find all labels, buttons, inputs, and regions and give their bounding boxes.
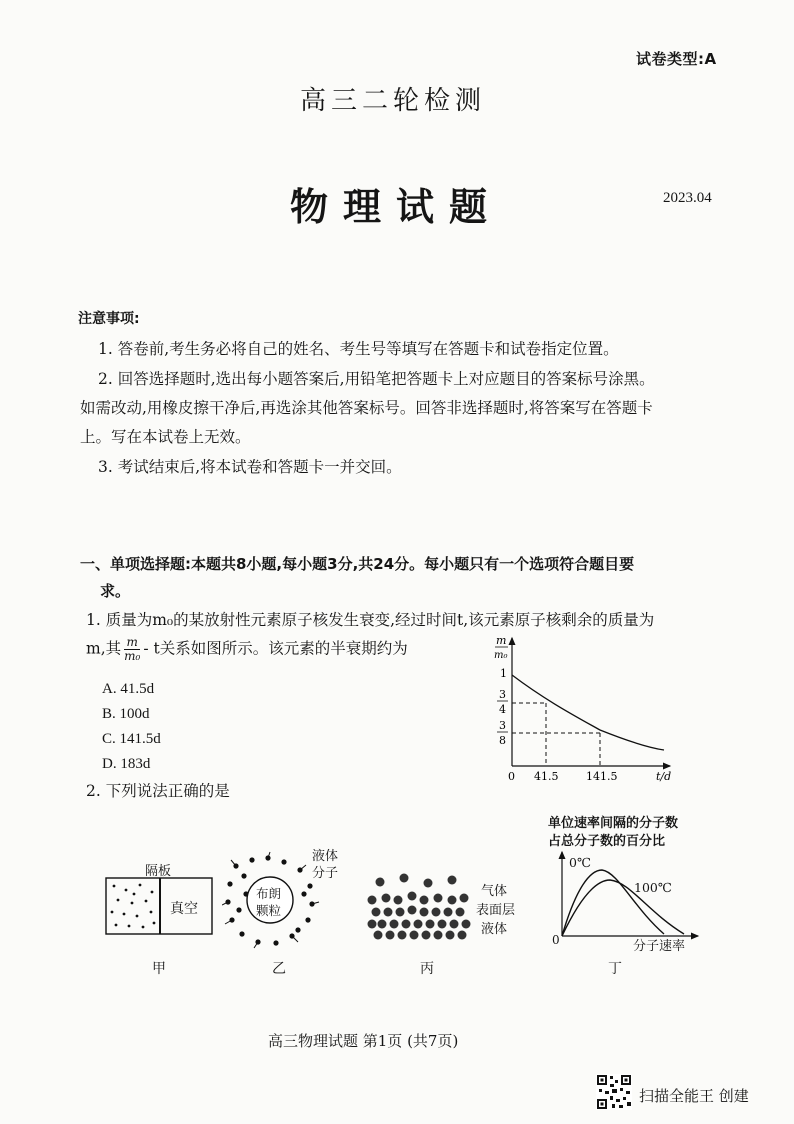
fraction-numerator: m	[124, 636, 140, 650]
ytick-3b: 3	[499, 719, 506, 732]
option-b: B. 100d	[102, 706, 150, 722]
decay-graph	[470, 630, 680, 785]
label-100c: 100℃	[634, 880, 672, 895]
gas-label: 气体	[481, 884, 508, 899]
notice-item-2-end: 上。写在本试卷上无效。	[80, 428, 251, 446]
xtick-0: 0	[508, 770, 515, 783]
brownian-label-1: 布朗	[256, 886, 282, 901]
question-1-text: 1. 质量为m₀的某放射性元素原子核发生衰变,经过时间t,该元素原子核剩余的质量为	[86, 611, 655, 629]
paper-type-label: 试卷类型:A	[636, 50, 717, 68]
ytick-1: 1	[500, 667, 507, 680]
fraction-denominator: m₀	[124, 649, 141, 663]
option-d: D. 183d	[102, 756, 151, 772]
caption-ding: 丁	[608, 961, 622, 977]
page-footer: 高三物理试题 第1页 (共7页)	[268, 1032, 459, 1050]
liquid-label: 液体	[481, 922, 508, 937]
exam-date: 2023.04	[663, 190, 712, 206]
xtick-141: 141.5	[586, 770, 618, 783]
exam-title: 物理试题	[290, 184, 503, 229]
surface-layer-label: 表面层	[476, 903, 516, 918]
caption-yi: 乙	[272, 961, 286, 977]
partition-label: 隔板	[145, 864, 172, 879]
label-0c: 0℃	[569, 855, 591, 870]
ding-origin: 0	[552, 933, 560, 947]
question-2-text: 2. 下列说法正确的是	[86, 782, 230, 800]
mass-ratio-fraction	[124, 636, 140, 663]
graph-ylabel-den: m₀	[494, 650, 508, 661]
vacuum-label: 真空	[170, 901, 198, 917]
graph-ylabel-num: m	[496, 634, 507, 647]
ding-xlabel: 分子速率	[633, 939, 686, 954]
q1-line2-post: - t关系如图所示。该元素的半衰期约为	[143, 639, 408, 658]
qr-code-icon	[596, 1074, 632, 1110]
section-heading-cont: 求。	[100, 582, 131, 600]
notice-item-2: 2. 回答选择题时,选出每小题答案后,用铅笔把答题卡上对应题目的答案标号涂黑。	[98, 370, 655, 388]
graph-xlabel: t/d	[656, 770, 672, 783]
liquid-molecule-label-1: 液体	[312, 849, 339, 864]
figure-bing	[366, 872, 476, 940]
caption-jia: 甲	[152, 961, 166, 977]
notice-heading: 注意事项:	[78, 311, 140, 327]
exam-subtitle: 高三二轮检测	[300, 86, 487, 116]
scanner-watermark-text: 扫描全能王 创建	[639, 1087, 749, 1105]
decay-curve	[512, 675, 664, 750]
question-1-text-cont	[86, 636, 408, 663]
notice-item-2-cont: 如需改动,用橡皮擦干净后,再选涂其他答案标号。回答非选择题时,将答案写在答题卡	[80, 399, 653, 417]
ding-title-1: 单位速率间隔的分子数	[548, 816, 679, 831]
q1-line2-pre: m,其	[86, 639, 122, 658]
ytick-8: 8	[499, 734, 506, 747]
xtick-41: 41.5	[534, 770, 559, 783]
ding-title-2: 占总分子数的百分比	[548, 834, 666, 849]
notice-item-3: 3. 考试结束后,将本试卷和答题卡一并交回。	[98, 458, 402, 476]
brownian-label-2: 颗粒	[256, 903, 282, 918]
section-heading: 一、单项选择题:本题共8小题,每小题3分,共24分。每小题只有一个选项符合题目要	[80, 555, 635, 573]
ytick-4: 4	[499, 703, 506, 716]
option-c: C. 141.5d	[102, 731, 161, 747]
caption-bing: 丙	[420, 961, 434, 977]
notice-item-1: 1. 答卷前,考生务必将自己的姓名、考生号等填写在答题卡和试卷指定位置。	[98, 340, 619, 358]
option-a: A. 41.5d	[102, 681, 155, 697]
ytick-3a: 3	[499, 688, 506, 701]
liquid-molecule-label-2: 分子	[312, 866, 339, 881]
